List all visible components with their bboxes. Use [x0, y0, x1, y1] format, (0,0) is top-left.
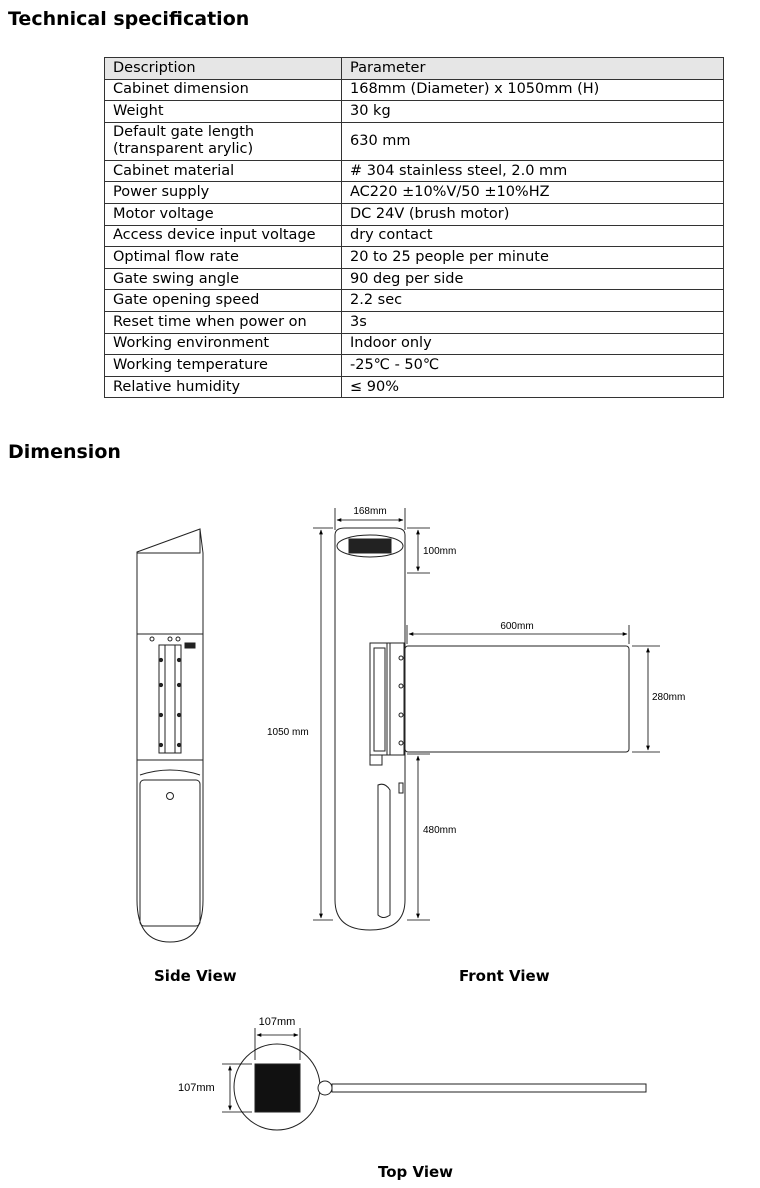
- row-description: Power supply: [105, 182, 342, 204]
- row-description-line2: (transparent arylic): [113, 141, 254, 158]
- header-description: Description: [105, 58, 342, 80]
- row-description: Working temperature: [105, 355, 342, 377]
- header-parameter: Parameter: [342, 58, 724, 80]
- row-description: Access device input voltage: [105, 225, 342, 247]
- dimension-600mm: 600mm: [500, 621, 534, 632]
- dimension-168mm: 168mm: [353, 506, 387, 517]
- row-parameter: 2.2 sec: [342, 290, 724, 312]
- row-parameter: 90 deg per side: [342, 268, 724, 290]
- row-parameter: 30 kg: [342, 101, 724, 123]
- dimension-100mm: 100mm: [423, 546, 457, 557]
- row-description: Working environment: [105, 333, 342, 355]
- row-parameter: ≤ 90%: [342, 376, 724, 398]
- row-parameter: dry contact: [342, 225, 724, 247]
- row-parameter: 3s: [342, 311, 724, 333]
- row-parameter: DC 24V (brush motor): [342, 203, 724, 225]
- dimension-section-title: Dimension: [8, 441, 121, 463]
- spec-section-title: Technical specification: [8, 8, 250, 30]
- row-parameter: 20 to 25 people per minute: [342, 247, 724, 269]
- row-description: Relative humidity: [105, 376, 342, 398]
- top-view-drawing: [234, 1044, 646, 1130]
- row-description: Motor voltage: [105, 203, 342, 225]
- front-view-drawing: [335, 528, 629, 930]
- row-description: Gate swing angle: [105, 268, 342, 290]
- front-view-label: Front View: [459, 967, 550, 985]
- dimension-107mm-width: 107mm: [258, 1016, 296, 1028]
- row-description: Reset time when power on: [105, 311, 342, 333]
- row-description: Gate opening speed: [105, 290, 342, 312]
- row-parameter: # 304 stainless steel, 2.0 mm: [342, 160, 724, 182]
- row-parameter: 630 mm: [342, 122, 724, 160]
- row-description: Cabinet dimension: [105, 79, 342, 101]
- row-description: Cabinet material: [105, 160, 342, 182]
- row-parameter: -25℃ - 50℃: [342, 355, 724, 377]
- row-description-line1: Default gate length: [113, 124, 255, 141]
- dimension-280mm: 280mm: [652, 692, 686, 703]
- dimension-1050mm: 1050 mm: [267, 727, 309, 738]
- side-view-drawing: [137, 529, 203, 942]
- dimension-107mm-height: 107mm: [178, 1082, 215, 1094]
- row-parameter: Indoor only: [342, 333, 724, 355]
- row-parameter: 168mm (Diameter) x 1050mm (H): [342, 79, 724, 101]
- dimension-480mm: 480mm: [423, 825, 457, 836]
- row-description: Optimal flow rate: [105, 247, 342, 269]
- top-view-label: Top View: [378, 1163, 454, 1181]
- side-view-label: Side View: [154, 967, 237, 985]
- row-parameter: AC220 ±10%V/50 ±10%HZ: [342, 182, 724, 204]
- row-description: Weight: [105, 101, 342, 123]
